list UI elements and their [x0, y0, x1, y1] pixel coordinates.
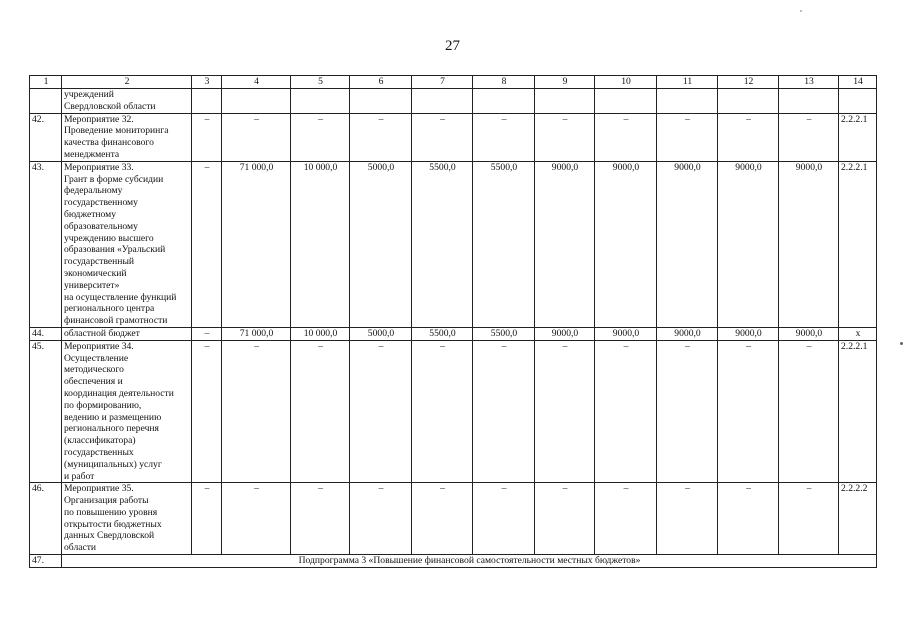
value-cell: 10 000,0 — [291, 161, 350, 327]
table-row — [30, 327, 877, 340]
value-cell: – — [350, 483, 412, 555]
value-cell: 9000,0 — [779, 327, 839, 340]
value-cell — [718, 89, 779, 114]
value-cell: – — [657, 340, 718, 483]
value-cell: 71 000,0 — [222, 327, 291, 340]
value-cell: – — [192, 340, 222, 483]
value-cell: – — [473, 113, 535, 161]
row-name: Мероприятие 32. Проведение мониторинга качества финансового менеджмента — [62, 113, 192, 161]
value-cell — [291, 89, 350, 114]
value-cell — [595, 89, 657, 114]
value-cell — [779, 89, 839, 114]
value-cell: – — [412, 340, 473, 483]
value-cell: 71 000,0 — [222, 161, 291, 327]
value-cell — [350, 89, 412, 114]
table-row — [30, 161, 877, 327]
value-cell: – — [779, 483, 839, 555]
row-name: Мероприятие 34. Осуществление методического обеспечения и координация деятельности по формированию, ведению и размещению регионального перечня (классификатора) государственных (муниципальных) услуг и работ — [62, 340, 192, 483]
value-cell: – — [595, 340, 657, 483]
subprogram-row — [30, 555, 877, 568]
value-cell — [412, 89, 473, 114]
column-header: 8 — [473, 76, 535, 89]
value-cell: – — [473, 483, 535, 555]
value-cell: 9000,0 — [718, 327, 779, 340]
column-header: 6 — [350, 76, 412, 89]
table-row — [30, 113, 877, 161]
table-row — [30, 89, 877, 114]
value-cell: 9000,0 — [535, 161, 595, 327]
subprogram-title: Подпрограмма 3 «Повышение финансовой самостоятельности местных бюджетов» — [62, 555, 877, 568]
value-cell: 9000,0 — [657, 327, 718, 340]
value-cell — [222, 89, 291, 114]
target-code-cell: x — [839, 327, 877, 340]
value-cell: – — [192, 327, 222, 340]
value-cell: – — [192, 161, 222, 327]
value-cell: – — [535, 483, 595, 555]
value-cell: 9000,0 — [779, 161, 839, 327]
value-cell — [473, 89, 535, 114]
value-cell — [535, 89, 595, 114]
value-cell: – — [412, 483, 473, 555]
row-name: Мероприятие 35. Организация работы по повышению уровня открытости бюджетных данных Свердловской области — [62, 483, 192, 555]
value-cell: 5500,0 — [412, 327, 473, 340]
value-cell: – — [595, 113, 657, 161]
value-cell: 5500,0 — [473, 161, 535, 327]
table-body — [30, 76, 877, 568]
target-code-cell: 2.2.2.2 — [839, 483, 877, 555]
value-cell: – — [779, 340, 839, 483]
value-cell: – — [657, 113, 718, 161]
value-cell: – — [718, 340, 779, 483]
row-number: 43. — [30, 161, 62, 327]
column-header: 3 — [192, 76, 222, 89]
column-header: 10 — [595, 76, 657, 89]
column-header: 13 — [779, 76, 839, 89]
value-cell: – — [192, 113, 222, 161]
row-number: 45. — [30, 340, 62, 483]
column-header: 7 — [412, 76, 473, 89]
value-cell: 9000,0 — [535, 327, 595, 340]
column-header: 5 — [291, 76, 350, 89]
value-cell: – — [222, 340, 291, 483]
column-header: 11 — [657, 76, 718, 89]
target-code-cell: 2.2.2.1 — [839, 161, 877, 327]
value-cell: – — [291, 113, 350, 161]
scan-speck — [800, 10, 802, 12]
target-code-cell: 2.2.2.1 — [839, 340, 877, 483]
column-header: 9 — [535, 76, 595, 89]
value-cell: – — [350, 340, 412, 483]
value-cell: 5000,0 — [350, 161, 412, 327]
target-code-cell: 2.2.2.1 — [839, 113, 877, 161]
row-number: 47. — [30, 555, 62, 568]
scan-speck — [900, 342, 903, 345]
value-cell: – — [473, 340, 535, 483]
value-cell — [657, 89, 718, 114]
value-cell: – — [779, 113, 839, 161]
row-number: 46. — [30, 483, 62, 555]
value-cell: – — [535, 113, 595, 161]
value-cell: – — [412, 113, 473, 161]
value-cell: – — [291, 483, 350, 555]
table-row — [30, 340, 877, 483]
value-cell: – — [192, 483, 222, 555]
value-cell: – — [657, 483, 718, 555]
value-cell: 10 000,0 — [291, 327, 350, 340]
value-cell: 9000,0 — [657, 161, 718, 327]
value-cell: 9000,0 — [595, 327, 657, 340]
value-cell — [192, 89, 222, 114]
row-name: Мероприятие 33. Грант в форме субсидии федеральному государственному бюджетному образовательному учреждению высшего образования «Уральский государственный экономический университет» на осуществление функций регионального центра финансовой грамотности — [62, 161, 192, 327]
row-number — [30, 89, 62, 114]
value-cell: 5500,0 — [412, 161, 473, 327]
program-table — [29, 75, 877, 568]
row-number: 42. — [30, 113, 62, 161]
value-cell: – — [222, 113, 291, 161]
column-header: 2 — [62, 76, 192, 89]
value-cell: – — [718, 113, 779, 161]
row-name: учреждений Свердловской области — [62, 89, 192, 114]
table-row — [30, 483, 877, 555]
value-cell: 9000,0 — [718, 161, 779, 327]
row-number: 44. — [30, 327, 62, 340]
column-header: 12 — [718, 76, 779, 89]
column-header: 4 — [222, 76, 291, 89]
value-cell: 9000,0 — [595, 161, 657, 327]
header-row — [30, 76, 877, 89]
column-header: 14 — [839, 76, 877, 89]
value-cell: 5500,0 — [473, 327, 535, 340]
value-cell: – — [595, 483, 657, 555]
page-number: 27 — [445, 38, 460, 54]
value-cell: – — [222, 483, 291, 555]
value-cell: – — [350, 113, 412, 161]
value-cell: – — [535, 340, 595, 483]
value-cell: 5000,0 — [350, 327, 412, 340]
target-code-cell — [839, 89, 877, 114]
column-header: 1 — [30, 76, 62, 89]
value-cell: – — [291, 340, 350, 483]
value-cell: – — [718, 483, 779, 555]
row-name: областной бюджет — [62, 327, 192, 340]
